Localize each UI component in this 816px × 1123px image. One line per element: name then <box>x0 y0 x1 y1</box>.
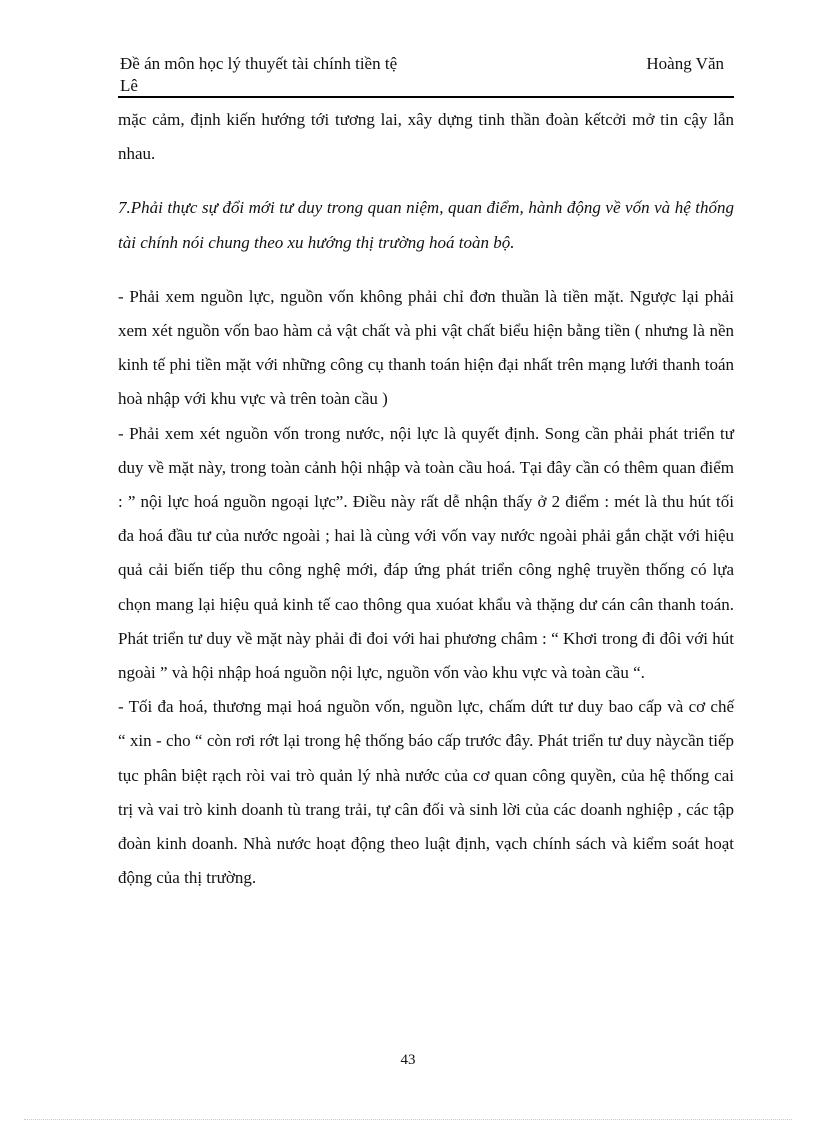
paragraph: - Phải xem xét nguồn vốn trong nước, nội lực là quyết định. Song cần phải phát triển tư duy về mặt này, trong toàn cảnh hội nhập và toàn cầu hoá. Tại đây cần có thêm quan điểm : ” nội lực hoá nguồn ngoại lực”. Điều này rất dễ nhận thấy ở 2 điểm : mét là thu hút tối đa hoá đầu tư của nước ngoài ; hai là cùng với vốn vay nước ngoài phải gắn chặt với hiệu quả cải biến tiếp thu công nghệ mới, đáp ứng phát triển công nghệ truyền thống có lựa chọn mang lại hiệu quả kinh tế cao thông qua xuóat khẩu và thặng dư cán cân thanh toán. Phát triển tư duy về mặt này phải đi đoi với hai phương châm : “ Khơi trong đi đôi với hút ngoài ” và hội nhập hoá nguồn nội lực, nguồn vốn vào khu vực và toàn cầu “. <box>118 423 734 683</box>
header-divider <box>118 96 734 98</box>
paragraph-spacer <box>118 260 734 280</box>
header-title: Đề án môn học lý thuyết tài chính tiền tệ <box>120 54 398 73</box>
paragraph: - Phải xem nguồn lực, nguồn vốn không phải chỉ đơn thuần là tiền mặt. Ngược lại phải xem xét nguồn vốn bao hàm cả vật chất và phi vật chất biểu hiện bằng tiền ( nhưng là nền kinh tế phi tiền mặt với những công cụ thanh toán hiện đại nhất trên mạng lưới thanh toán hoà nhập với khu vực và trên toàn cầu ) <box>118 286 734 409</box>
paragraph: - Tối đa hoá, thương mại hoá nguồn vốn, nguồn lực, chấm dứt tư duy bao cấp và cơ chế <box>118 697 734 717</box>
page-number: 43 <box>400 1052 416 1068</box>
paragraph: mặc cảm, định kiến hướng tới tương lai, xây dựng tinh thần đoàn kếtcởi mở tin cậy lẫn nhau. <box>118 110 734 164</box>
page-bottom-divider <box>24 1119 792 1120</box>
section-heading: 7.Phải thực sự đổi mới tư duy trong quan niệm, quan điểm, hành động về vốn và hệ thống tài chính nói chung theo xu hướng thị trường hoá toàn bộ. <box>118 198 734 252</box>
paragraph-spacer <box>118 171 734 191</box>
paragraph: “ xin - cho “ còn rơi rớt lại trong hệ thống báo cấp trước đây. Phát triển tư duy nàycần tiếp tục phân biệt rạch ròi vai trò quản lý nhà nước của cơ quan công quyền, của hệ thống cai trị và vai trò kinh doanh tù trang trải, tự cân đối và sinh lời của các doanh nghiệp , các tập đoàn kinh doanh. Nhà nước hoạt động theo luật định, vạch chính sách và kiểm soát hoạt động của thị trường. <box>118 731 734 888</box>
document-body <box>118 103 734 895</box>
page-header <box>118 52 734 98</box>
header-author-continued: Lê <box>120 76 138 95</box>
header-author: Hoàng Văn <box>646 54 724 73</box>
